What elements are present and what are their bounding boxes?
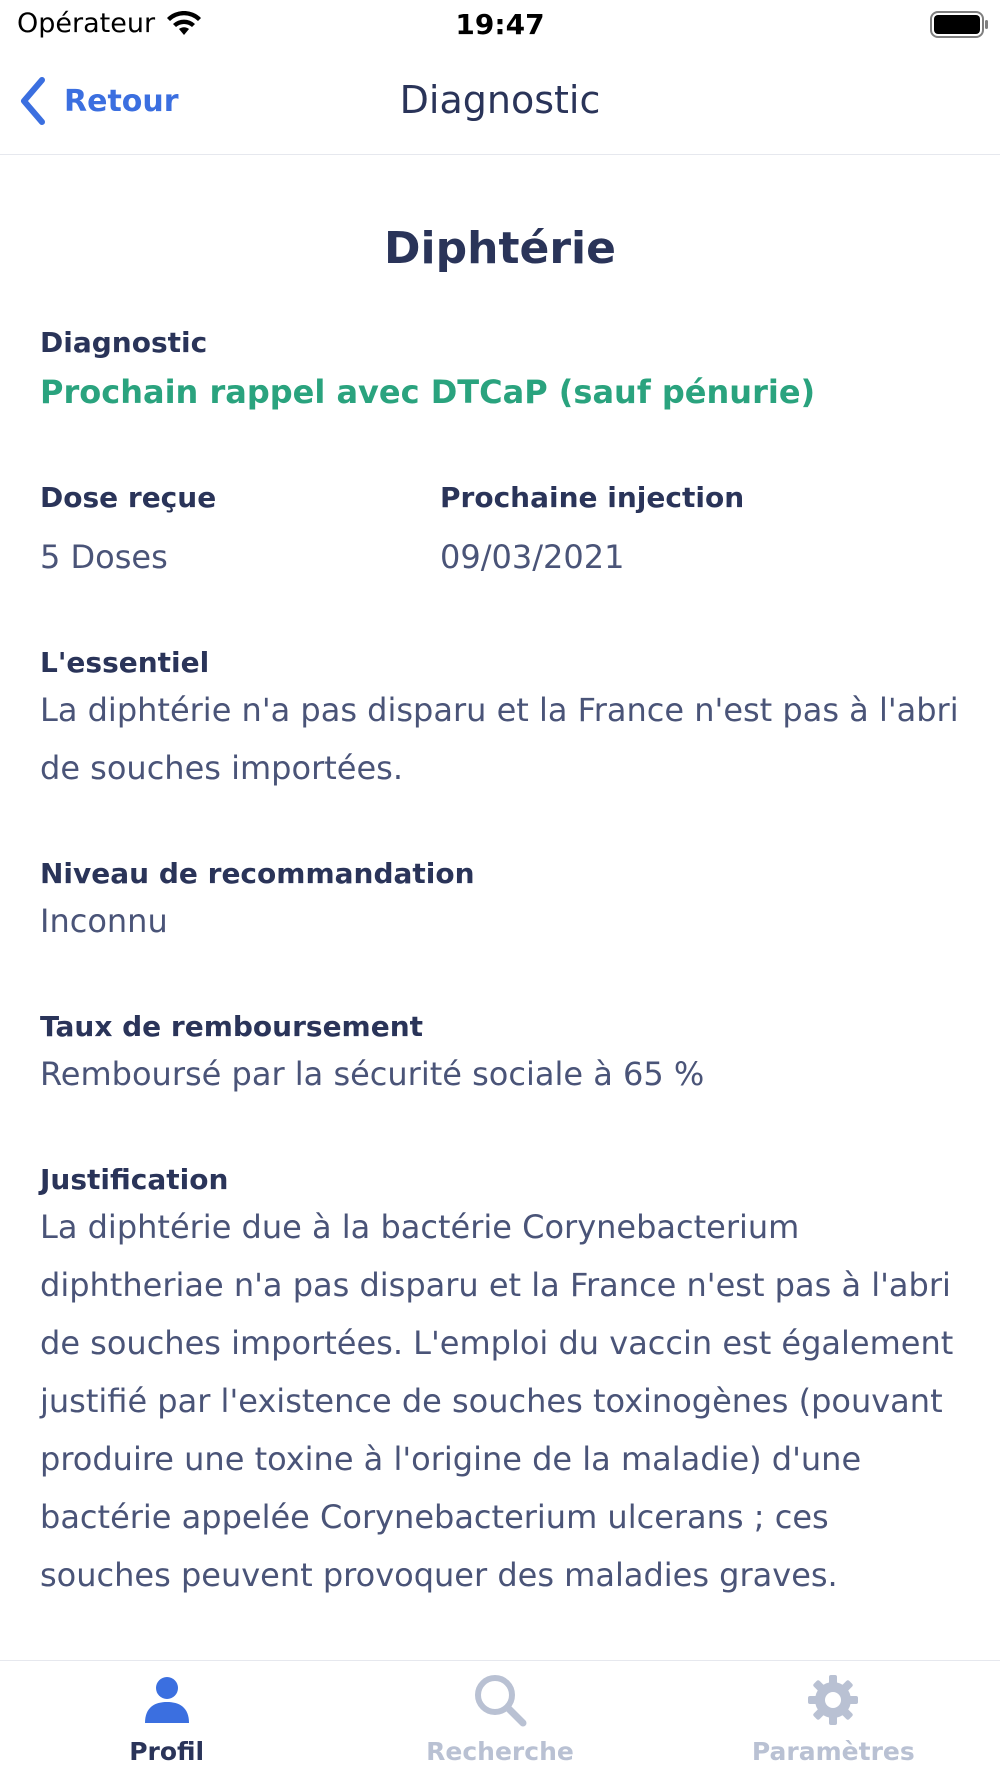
next-injection-section [440, 481, 940, 586]
essentiel-value: La diphtérie n'a pas disparu et la France n'est pas à l'abri de souches importées. [40, 691, 959, 787]
search-icon [473, 1673, 527, 1727]
diagnostic-content [0, 155, 1000, 1604]
navigation-bar [0, 50, 1000, 155]
gear-icon [806, 1673, 860, 1727]
justification-section [40, 1163, 960, 1604]
battery-icon [930, 11, 990, 38]
recommandation-section [40, 857, 960, 950]
status-time: 19:47 [455, 8, 545, 41]
dose-section [40, 481, 440, 586]
remboursement-value: Remboursé par la sécurité sociale à 65 % [40, 1055, 705, 1093]
status-bar [0, 0, 1000, 50]
diagnostic-value: Prochain rappel avec DTCaP (sauf pénurie) [40, 373, 816, 411]
tab-profil-label: Profil [129, 1737, 205, 1766]
next-injection-value: 09/03/2021 [440, 538, 625, 576]
tab-recherche[interactable] [333, 1661, 666, 1778]
tab-recherche-label: Recherche [426, 1737, 574, 1766]
justification-label: Justification [40, 1163, 229, 1196]
carrier-name: Opérateur [17, 8, 156, 39]
essentiel-section [40, 646, 960, 797]
back-label: Retour [64, 83, 179, 119]
dose-label: Dose reçue [40, 481, 217, 514]
dose-value: 5 Doses [40, 538, 168, 576]
disease-title: Diphtérie [384, 223, 616, 274]
tab-parametres[interactable] [667, 1661, 1000, 1778]
tab-bar [0, 1660, 1000, 1778]
remboursement-section [40, 1010, 960, 1103]
recommandation-label: Niveau de recommandation [40, 857, 475, 890]
person-icon [140, 1673, 194, 1727]
tab-parametres-label: Paramètres [751, 1737, 915, 1766]
recommandation-value: Inconnu [40, 902, 168, 940]
tab-profil[interactable] [0, 1661, 333, 1778]
remboursement-label: Taux de remboursement [40, 1010, 424, 1043]
page-title: Diagnostic [399, 78, 601, 122]
dose-row [40, 481, 960, 586]
justification-value: La diphtérie due à la bactérie Corynebacterium diphtheriae n'a pas disparu et la France n'est pas à l'abri de souches importées. L'emploi du vaccin est également justifié par l'existence de souches toxinogènes (pouvant produire une toxine à l'origine de la maladie) d'une bactérie appelée Corynebacterium ulcerans ; ces souches peuvent provoquer des maladies graves. [40, 1208, 954, 1594]
diagnostic-label: Diagnostic [40, 326, 208, 359]
next-injection-label: Prochaine injection [440, 481, 745, 514]
essentiel-label: L'essentiel [40, 646, 210, 679]
diagnostic-section [40, 326, 960, 411]
